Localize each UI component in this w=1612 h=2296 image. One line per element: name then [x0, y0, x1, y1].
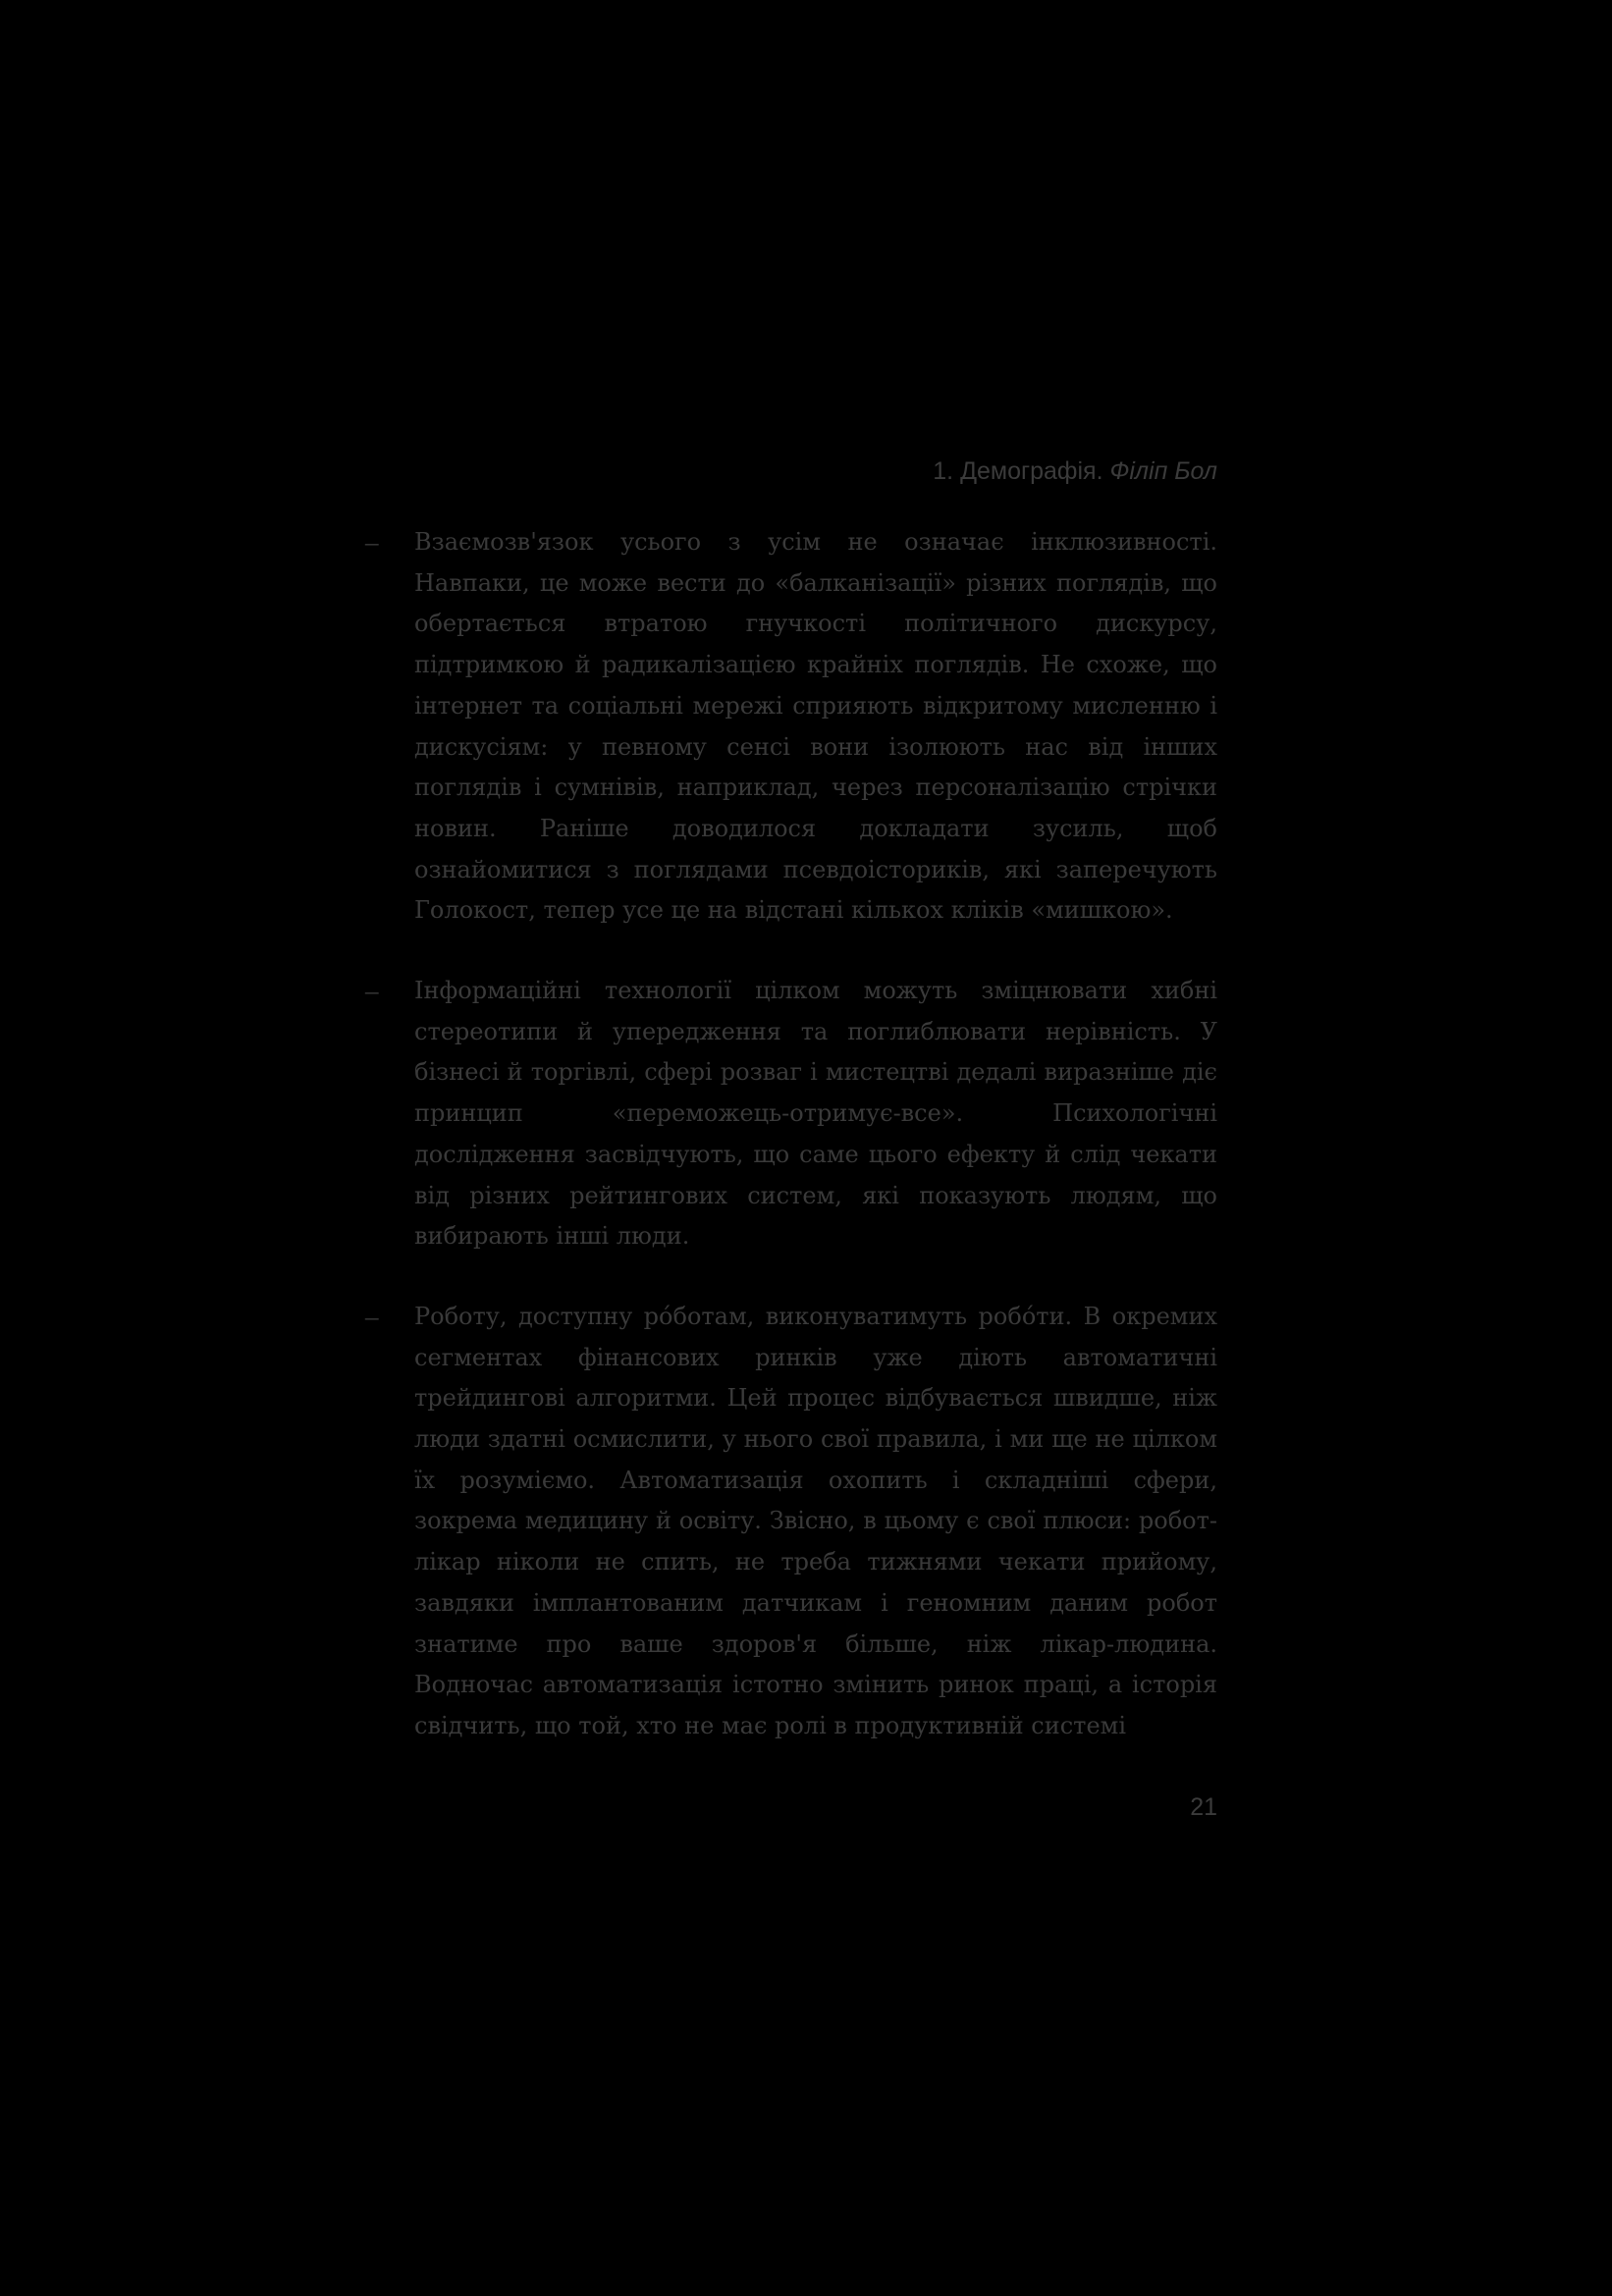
list-item: [365, 1297, 1217, 1747]
running-header-author: Філіп Бол: [1109, 457, 1217, 485]
body-text: [365, 522, 1217, 1787]
list-item-text: Взаємозв'язок усього з усім не означає інклюзивності. Навпаки, це може вести до «балканізації» різних поглядів, що обертається втратою гнучкості політичного дискурсу, підтримкою й радикалізацією крайніх поглядів. Не схоже, що інтернет та соціальні мережі сприяють відкритому мисленню і дискусіям: у певному сенсі вони ізолюють нас від інших поглядів і сумнівів, наприклад, через персоналізацію стрічки новин. Раніше доводилося докладати зусиль, щоб ознайомитися з поглядами псевдоісториків, які заперечують Голокост, тепер усе це на відстані кількох кліків «мишкою».: [414, 528, 1217, 925]
list-item: [365, 971, 1217, 1257]
running-header-chapter: 1. Демографія.: [933, 457, 1110, 485]
list-item-marker: –: [365, 1301, 379, 1331]
running-header: [933, 454, 1217, 489]
list-item-text: Інформаційні технології цілком можуть зміцнювати хибні стереотипи й упередження та поглиблювати нерівність. У бізнесі й торгівлі, сфері розваг і мистецтві дедалі виразніше діє принцип «переможець-отримує-все». Психологічні дослідження засвідчують, що саме цього ефекту й слід чекати від різних рейтингових систем, які показують людям, що вибирають інші люди.: [414, 977, 1217, 1251]
list-item-marker: –: [365, 976, 379, 1006]
list-item-text: Роботу, доступну рóботам, виконуватимуть робóти. В окремих сегментах фінансових ринків уже діють автоматичні трейдингові алгоритми. Цей процес відбувається швидше, ніж люди здатні осмислити, у нього свої правила, і ми ще не цілком їх розуміємо. Автоматизація охопить і складніші сфери, зокрема медицину й освіту. Звісно, в цьому є свої плюси: робот-лікар ніколи не спить, не треба тижнями чекати прийому, завдяки імплантованим датчикам і геномним даним робот знатиме про ваше здоров'я більше, ніж лікар-людина. Водночас автоматизація істотно змінить ринок праці, а історія свідчить, що той, хто не має ролі в продуктивній системі: [414, 1302, 1217, 1739]
list-item: [365, 522, 1217, 932]
page-number: 21: [1190, 1793, 1217, 1821]
list-item-marker: –: [365, 527, 379, 557]
